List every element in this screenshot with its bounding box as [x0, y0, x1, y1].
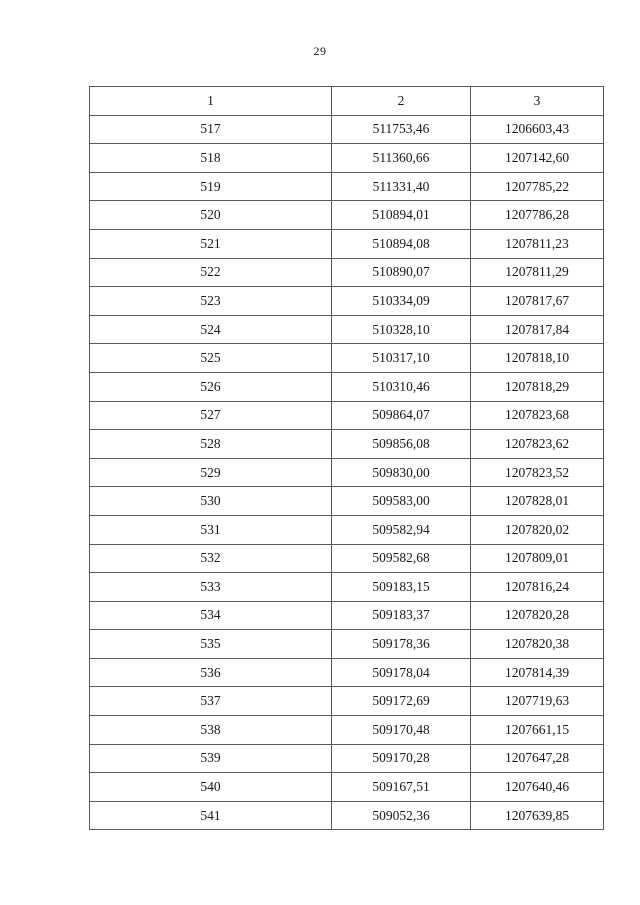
- x-coordinate-cell: 509178,04: [332, 658, 471, 687]
- x-coordinate-cell: 509170,48: [332, 716, 471, 745]
- y-coordinate-cell: 1207820,38: [471, 630, 604, 659]
- point-number-cell: 532: [90, 544, 332, 573]
- x-coordinate-cell: 509183,15: [332, 573, 471, 602]
- table-row: [90, 773, 604, 802]
- table-row: [90, 315, 604, 344]
- y-coordinate-cell: 1207786,28: [471, 201, 604, 230]
- point-number-cell: 526: [90, 372, 332, 401]
- x-coordinate-cell: 509582,94: [332, 515, 471, 544]
- point-number-cell: 539: [90, 744, 332, 773]
- table-body: [90, 115, 604, 830]
- point-number-cell: 519: [90, 172, 332, 201]
- point-number-cell: 528: [90, 430, 332, 459]
- y-coordinate-cell: 1207142,60: [471, 144, 604, 173]
- y-coordinate-cell: 1207719,63: [471, 687, 604, 716]
- table-row: [90, 658, 604, 687]
- table-row: [90, 601, 604, 630]
- x-coordinate-cell: 510894,01: [332, 201, 471, 230]
- y-coordinate-cell: 1207809,01: [471, 544, 604, 573]
- x-coordinate-cell: 510894,08: [332, 229, 471, 258]
- table-row: [90, 258, 604, 287]
- point-number-cell: 520: [90, 201, 332, 230]
- table-row: [90, 744, 604, 773]
- x-coordinate-cell: 511360,66: [332, 144, 471, 173]
- x-coordinate-cell: 510328,10: [332, 315, 471, 344]
- y-coordinate-cell: 1207823,52: [471, 458, 604, 487]
- y-coordinate-cell: 1207639,85: [471, 801, 604, 830]
- point-number-cell: 523: [90, 287, 332, 316]
- y-coordinate-cell: 1207811,23: [471, 229, 604, 258]
- point-number-cell: 538: [90, 716, 332, 745]
- y-coordinate-cell: 1207818,29: [471, 372, 604, 401]
- table-row: [90, 372, 604, 401]
- x-coordinate-cell: 509167,51: [332, 773, 471, 802]
- point-number-cell: 527: [90, 401, 332, 430]
- page-number: 29: [313, 44, 327, 58]
- point-number-cell: 530: [90, 487, 332, 516]
- column-header-1: 1: [90, 87, 332, 116]
- x-coordinate-cell: 509172,69: [332, 687, 471, 716]
- x-coordinate-cell: 510890,07: [332, 258, 471, 287]
- point-number-cell: 522: [90, 258, 332, 287]
- point-number-cell: 525: [90, 344, 332, 373]
- coordinates-table: [89, 86, 604, 830]
- table-row: [90, 401, 604, 430]
- y-coordinate-cell: 1207814,39: [471, 658, 604, 687]
- table-row: [90, 487, 604, 516]
- y-coordinate-cell: 1207818,10: [471, 344, 604, 373]
- point-number-cell: 540: [90, 773, 332, 802]
- x-coordinate-cell: 510310,46: [332, 372, 471, 401]
- y-coordinate-cell: 1207823,62: [471, 430, 604, 459]
- x-coordinate-cell: 509864,07: [332, 401, 471, 430]
- x-coordinate-cell: 509582,68: [332, 544, 471, 573]
- y-coordinate-cell: 1207647,28: [471, 744, 604, 773]
- x-coordinate-cell: 510334,09: [332, 287, 471, 316]
- x-coordinate-cell: 509178,36: [332, 630, 471, 659]
- table-row: [90, 115, 604, 144]
- y-coordinate-cell: 1207816,24: [471, 573, 604, 602]
- table-row: [90, 287, 604, 316]
- point-number-cell: 521: [90, 229, 332, 258]
- point-number-cell: 541: [90, 801, 332, 830]
- table-row: [90, 630, 604, 659]
- y-coordinate-cell: 1207823,68: [471, 401, 604, 430]
- y-coordinate-cell: 1206603,43: [471, 115, 604, 144]
- y-coordinate-cell: 1207661,15: [471, 716, 604, 745]
- table-row: [90, 458, 604, 487]
- point-number-cell: 531: [90, 515, 332, 544]
- point-number-cell: 529: [90, 458, 332, 487]
- x-coordinate-cell: 509830,00: [332, 458, 471, 487]
- y-coordinate-cell: 1207820,02: [471, 515, 604, 544]
- table-row: [90, 144, 604, 173]
- point-number-cell: 517: [90, 115, 332, 144]
- x-coordinate-cell: 511331,40: [332, 172, 471, 201]
- table-row: [90, 801, 604, 830]
- point-number-cell: 536: [90, 658, 332, 687]
- y-coordinate-cell: 1207817,67: [471, 287, 604, 316]
- table-header-row: [90, 87, 604, 116]
- column-header-3: 3: [471, 87, 604, 116]
- y-coordinate-cell: 1207817,84: [471, 315, 604, 344]
- table-row: [90, 687, 604, 716]
- x-coordinate-cell: 509856,08: [332, 430, 471, 459]
- x-coordinate-cell: 509583,00: [332, 487, 471, 516]
- y-coordinate-cell: 1207785,22: [471, 172, 604, 201]
- point-number-cell: 533: [90, 573, 332, 602]
- table-row: [90, 430, 604, 459]
- table-row: [90, 172, 604, 201]
- x-coordinate-cell: 510317,10: [332, 344, 471, 373]
- y-coordinate-cell: 1207811,29: [471, 258, 604, 287]
- point-number-cell: 535: [90, 630, 332, 659]
- point-number-cell: 524: [90, 315, 332, 344]
- column-header-2: 2: [332, 87, 471, 116]
- y-coordinate-cell: 1207640,46: [471, 773, 604, 802]
- point-number-cell: 518: [90, 144, 332, 173]
- table-row: [90, 515, 604, 544]
- x-coordinate-cell: 509183,37: [332, 601, 471, 630]
- table-row: [90, 201, 604, 230]
- point-number-cell: 537: [90, 687, 332, 716]
- x-coordinate-cell: 509052,36: [332, 801, 471, 830]
- y-coordinate-cell: 1207820,28: [471, 601, 604, 630]
- y-coordinate-cell: 1207828,01: [471, 487, 604, 516]
- x-coordinate-cell: 509170,28: [332, 744, 471, 773]
- table-row: [90, 344, 604, 373]
- x-coordinate-cell: 511753,46: [332, 115, 471, 144]
- table-row: [90, 544, 604, 573]
- table-row: [90, 716, 604, 745]
- table-row: [90, 573, 604, 602]
- table-row: [90, 229, 604, 258]
- point-number-cell: 534: [90, 601, 332, 630]
